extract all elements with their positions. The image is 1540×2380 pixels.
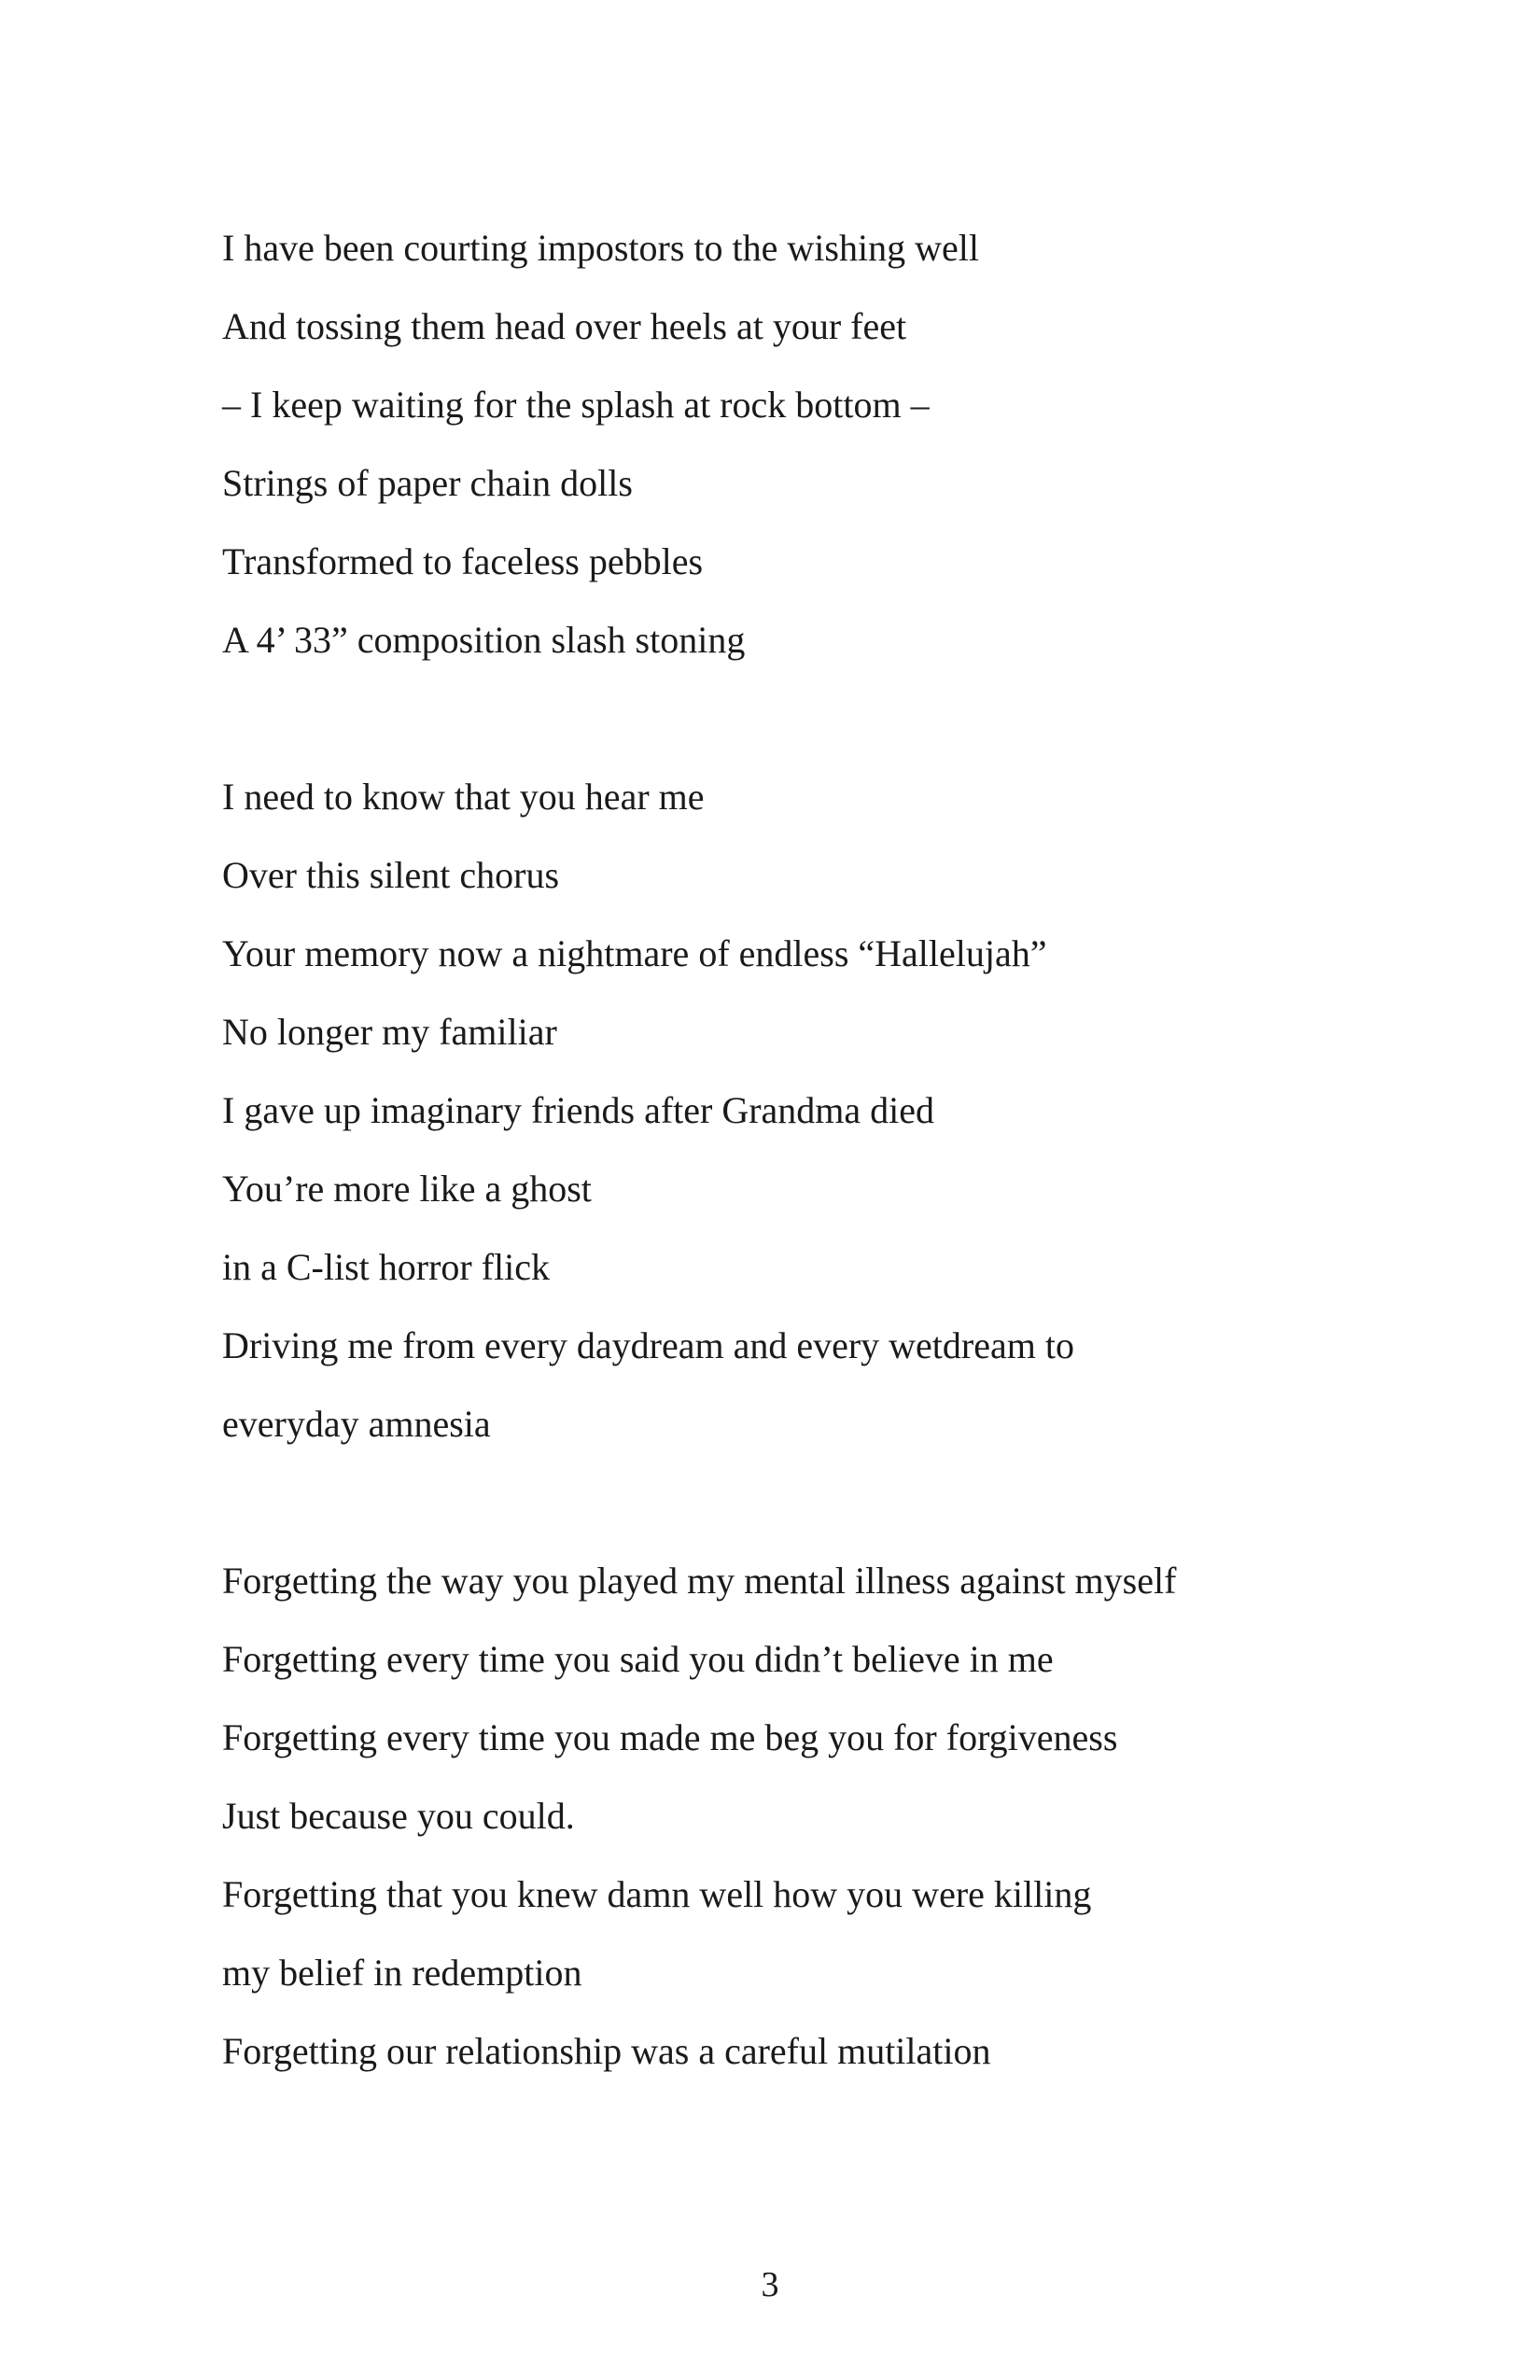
poem-line: Forgetting that you knew damn well how you were killing xyxy=(222,1873,1092,1915)
stanza-3 xyxy=(222,1542,1342,2091)
poem-line: my belief in redemption xyxy=(222,1952,582,1994)
poem-line: And tossing them head over heels at your feet xyxy=(222,305,907,347)
poem-line: Over this silent chorus xyxy=(222,854,560,896)
poem-line: No longer my familiar xyxy=(222,1011,557,1053)
poem-line: Driving me from every daydream and every wetdream to xyxy=(222,1324,1074,1366)
poem-line: I gave up imaginary friends after Grandma died xyxy=(222,1089,935,1131)
poem-line: Forgetting our relationship was a careful mutilation xyxy=(222,2030,991,2072)
poem-line: I need to know that you hear me xyxy=(222,776,705,818)
poem-line: I have been courting impostors to the wishing well xyxy=(222,227,979,269)
poem-line: Strings of paper chain dolls xyxy=(222,462,633,504)
stanza-1 xyxy=(222,209,1342,679)
page-number: 3 xyxy=(761,2265,779,2304)
poem-line: Transformed to faceless pebbles xyxy=(222,540,704,582)
poem-body xyxy=(222,209,1342,2091)
poem-line: Your memory now a nightmare of endless “Hallelujah” xyxy=(222,932,1047,974)
poem-line: in a C-list horror flick xyxy=(222,1246,551,1288)
poem-line: everyday amnesia xyxy=(222,1403,491,1445)
poem-line: Just because you could. xyxy=(222,1795,575,1837)
stanza-2 xyxy=(222,758,1342,1463)
poem-line: Forgetting every time you made me beg you for forgiveness xyxy=(222,1716,1118,1758)
poem-line: – I keep waiting for the splash at rock bottom – xyxy=(222,384,930,426)
poem-line: You’re more like a ghost xyxy=(222,1168,592,1210)
poem-line: Forgetting the way you played my mental illness against myself xyxy=(222,1560,1177,1602)
poem-line: Forgetting every time you said you didn’t believe in me xyxy=(222,1638,1054,1680)
poem-line: A 4’ 33” composition slash stoning xyxy=(222,619,746,661)
